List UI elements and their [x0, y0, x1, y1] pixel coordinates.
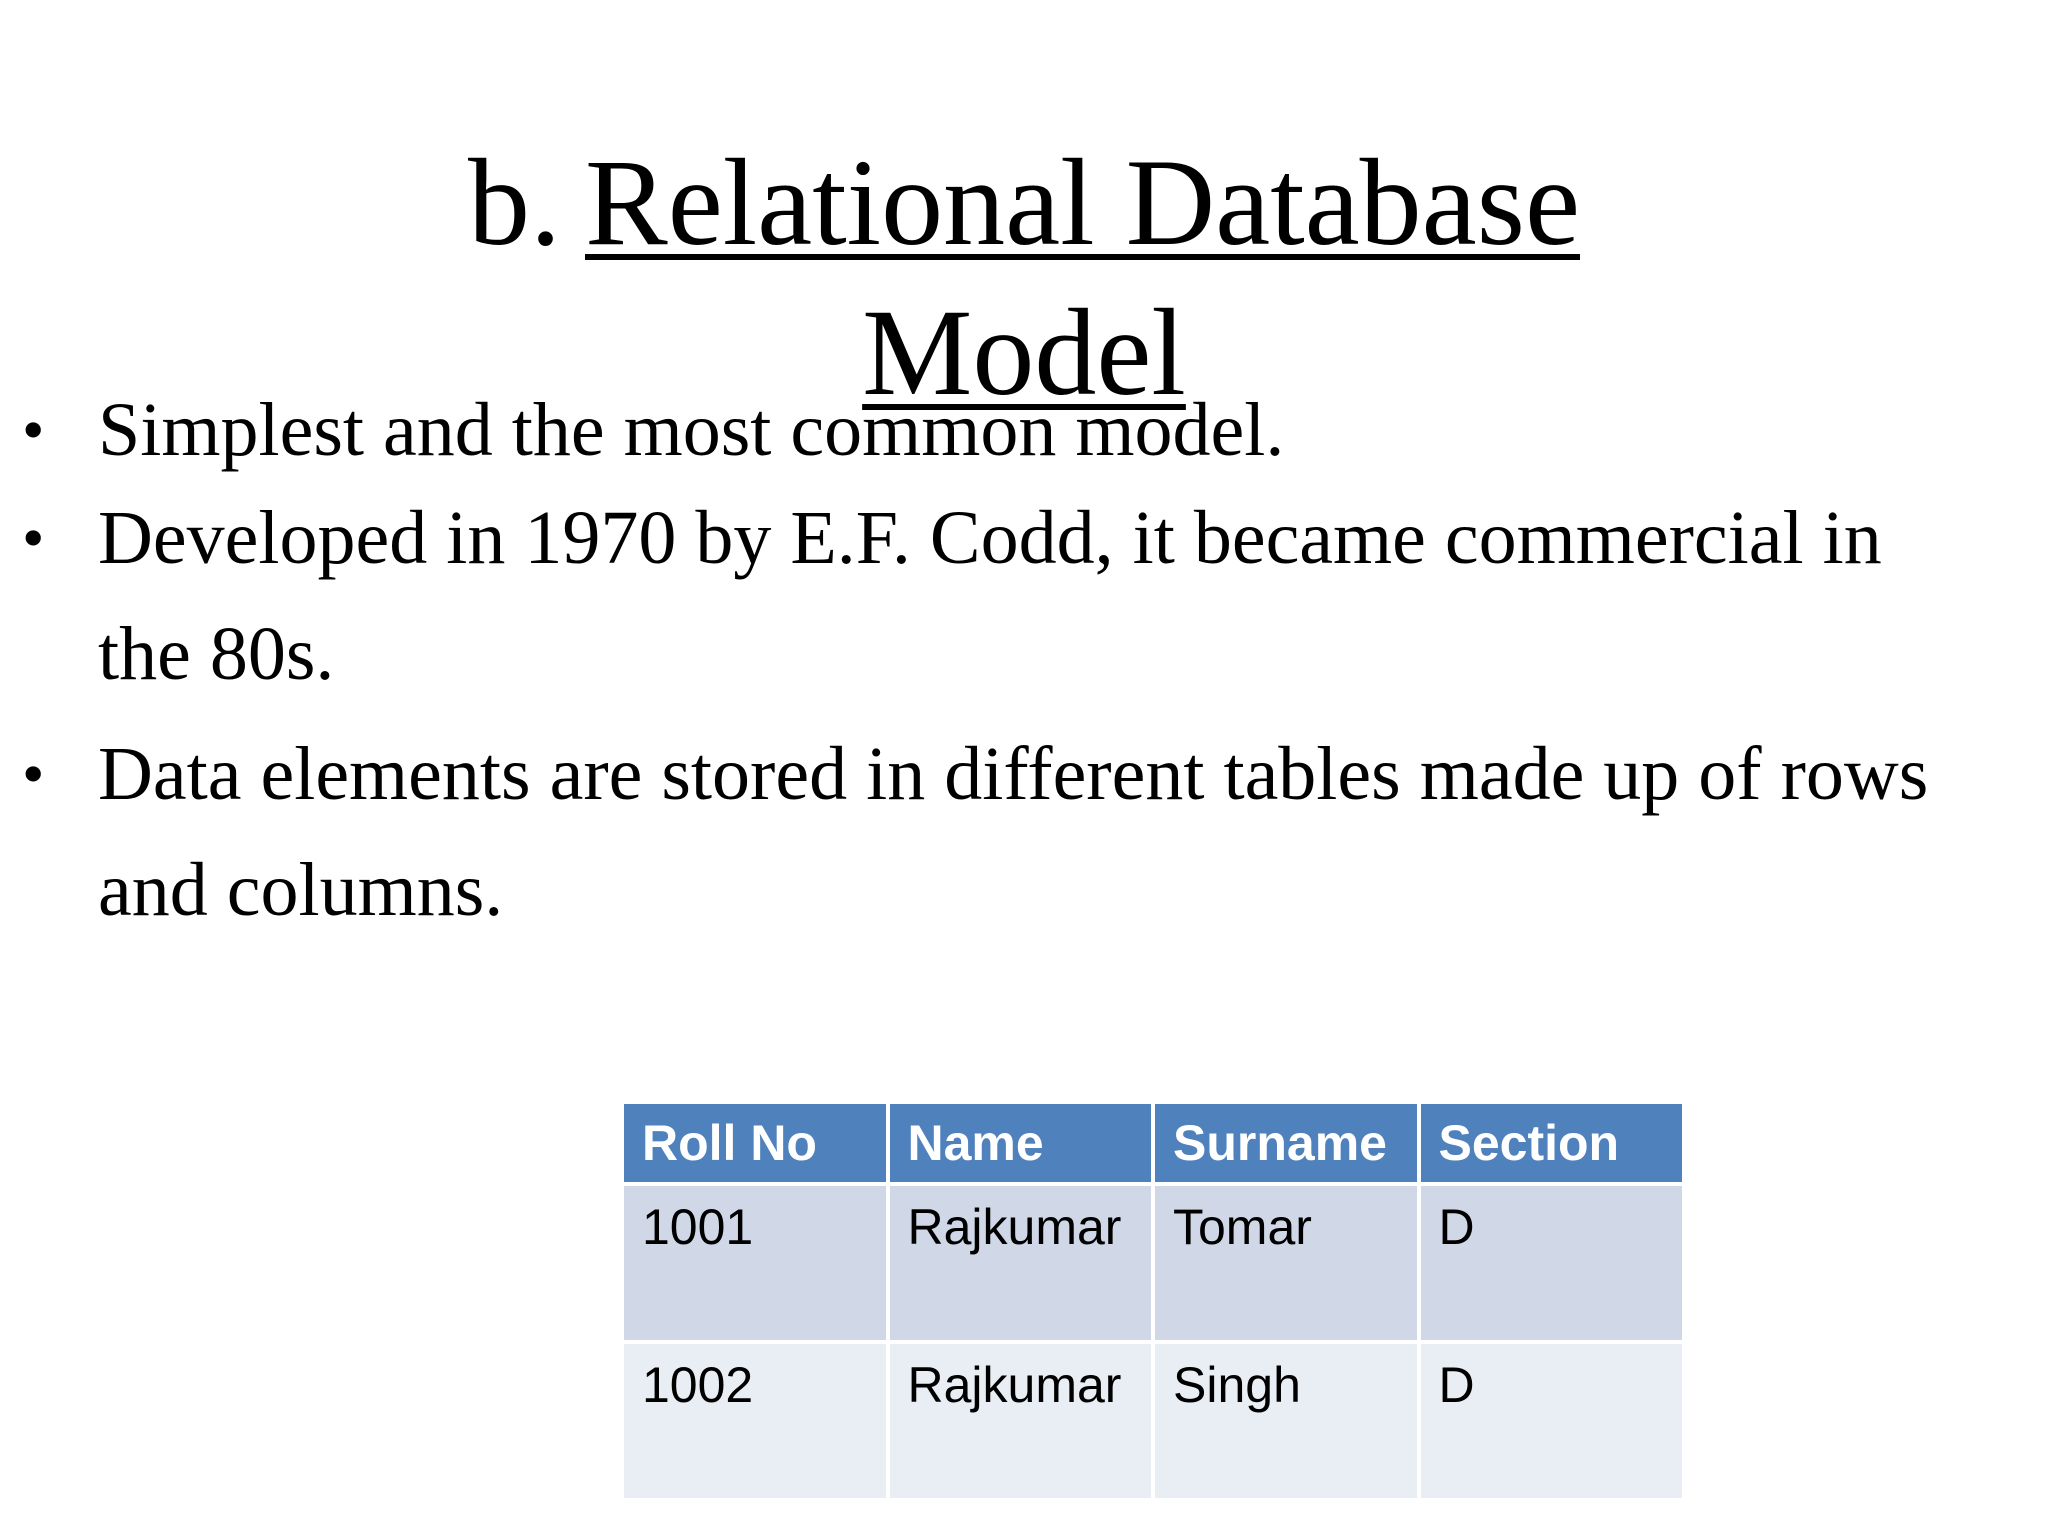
title-prefix: b. [467, 134, 561, 271]
bullet-item [0, 372, 2048, 488]
title-main-text: Relational Database [584, 134, 1581, 271]
cell-roll-no: 1001 [622, 1184, 888, 1342]
column-header-name: Name [888, 1102, 1154, 1184]
column-header-surname: Surname [1153, 1102, 1419, 1184]
table-row [622, 1342, 1684, 1500]
bullet-item [0, 480, 2048, 712]
relational-table [620, 1100, 1686, 1502]
cell-surname: Tomar [1153, 1184, 1419, 1342]
cell-section: D [1419, 1342, 1685, 1500]
relational-table-container [620, 1100, 1686, 1502]
column-header-section: Section [1419, 1102, 1685, 1184]
title-second-text: Model [862, 284, 1186, 421]
cell-roll-no: 1002 [622, 1342, 888, 1500]
column-header-roll-no: Roll No [622, 1102, 888, 1184]
bullet-item [0, 716, 2048, 948]
table-header-row [622, 1102, 1684, 1184]
table-row [622, 1184, 1684, 1342]
cell-name: Rajkumar [888, 1342, 1154, 1500]
bullet-dot-icon: • [22, 502, 45, 573]
cell-name: Rajkumar [888, 1184, 1154, 1342]
bullet-dot-icon: • [22, 394, 45, 465]
cell-section: D [1419, 1184, 1685, 1342]
cell-surname: Singh [1153, 1342, 1419, 1500]
bullet-text: Simplest and the most common model. [98, 388, 1285, 472]
bullet-text: Developed in 1970 by E.F. Codd, it became commercial in the 80s. [98, 496, 1882, 696]
bullet-text: Data elements are stored in different tables made up of rows and columns. [98, 732, 1929, 932]
bullet-dot-icon: • [22, 738, 45, 809]
title-line-1 [0, 128, 2048, 278]
bullet-list [0, 372, 2048, 948]
